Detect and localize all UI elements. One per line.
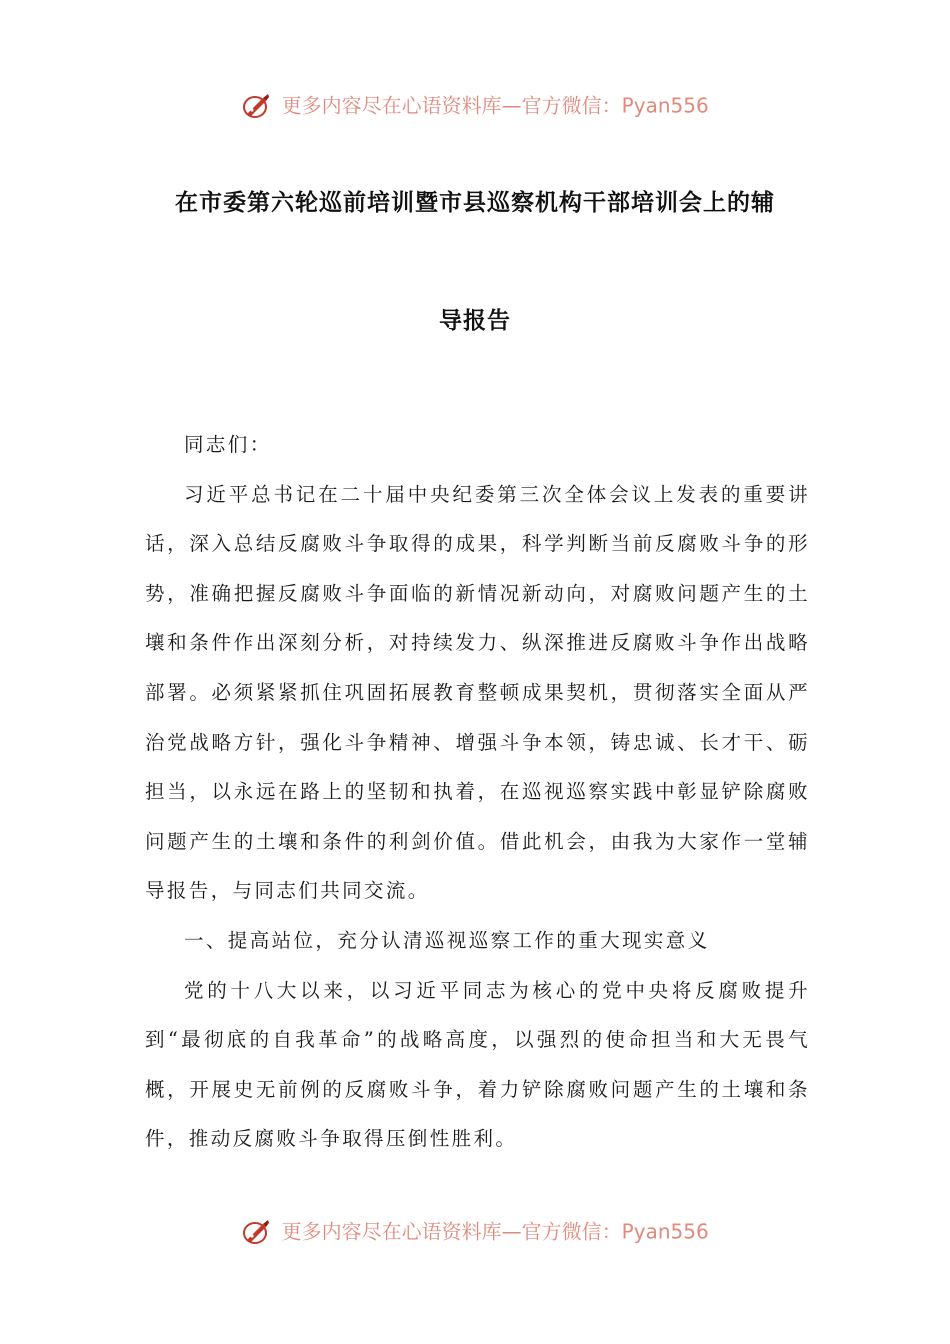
salutation: 同志们： — [184, 433, 272, 456]
body-paragraph: 党的十八大以来，以习近平同志为核心的党中央将反腐败提升到“最彻底的自我革命”的战略高度，以强烈的使命担当和大无畏气概，开展史无前例的反腐败斗争，着力铲除腐败问题产生的土壤和条件，推动反腐败斗争取得压倒性胜利。 — [145, 978, 810, 1151]
watermark-header — [0, 90, 950, 120]
document-title-line-2: 导报告 — [439, 308, 511, 334]
watermark-text: 更多内容尽在心语资料库—官方微信：Pyan556 — [281, 93, 709, 118]
watermark-text: 更多内容尽在心语资料库—官方微信：Pyan556 — [281, 1219, 709, 1244]
section-heading: 一、提高站位，充分认清巡视巡察工作的重大现实意义 — [184, 928, 710, 952]
body-paragraph: 习近平总书记在二十届中央纪委第三次全体会议上发表的重要讲话，深入总结反腐败斗争取得的成果，科学判断当前反腐败斗争的形势，准确把握反腐败斗争面临的新情况新动向，对腐败问题产生的土壤和条件作出深刻分析，对持续发力、纵深推进反腐败斗争作出战略部署。必须紧紧抓住巩固拓展教育整顿成果契机，贯彻落实全面从严治党战略方针，强化斗争精神、增强斗争本领，铸忠诚、长才干、砺担当，以永远在路上的坚韧和执着，在巡视巡察实践中彰显铲除腐败问题产生的土壤和条件的利剑价值。借此机会，由我为大家作一堂辅导报告，与同志们共同交流。 — [145, 482, 810, 903]
document-title-line-1: 在市委第六轮巡前培训暨市县巡察机构干部培训会上的辅 — [175, 190, 775, 216]
document-body — [145, 420, 810, 1164]
watermark-footer — [0, 1216, 950, 1246]
pen-nib-circle-icon — [241, 92, 271, 120]
pen-nib-circle-icon — [241, 1218, 271, 1246]
